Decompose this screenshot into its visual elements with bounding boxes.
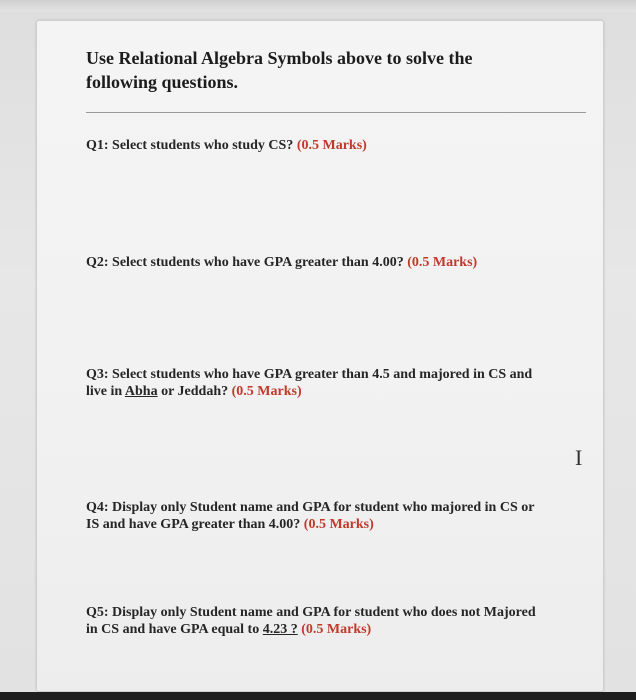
question-5-marks: (0.5 Marks) bbox=[301, 622, 372, 637]
question-1-text: Q1: Select students who study CS? bbox=[86, 138, 294, 153]
question-5-line-1: Q5: Display only Student name and GPA for student who does not Majored bbox=[86, 605, 536, 620]
question-3-underlined: Abha bbox=[124, 384, 158, 399]
question-3-line-2 bbox=[86, 383, 586, 400]
question-2-marks: (0.5 Marks) bbox=[407, 255, 478, 270]
question-2 bbox=[86, 254, 586, 271]
bottom-edge bbox=[0, 692, 636, 700]
top-edge bbox=[0, 0, 636, 12]
question-5 bbox=[86, 604, 586, 638]
question-3-line-2-pre: live in bbox=[86, 384, 125, 399]
question-3-marks: (0.5 Marks) bbox=[231, 384, 302, 399]
question-3 bbox=[86, 366, 586, 400]
text-cursor-icon: I bbox=[575, 445, 583, 470]
document-card bbox=[36, 20, 604, 692]
question-4 bbox=[86, 499, 586, 533]
heading-line-2: following questions. bbox=[86, 72, 239, 92]
question-4-marks: (0.5 Marks) bbox=[303, 517, 374, 532]
question-3-line-1: Q3: Select students who have GPA greater than 4.5 and majored in CS and bbox=[86, 367, 533, 382]
question-5-line-2-pre: in CS and have GPA equal to bbox=[86, 622, 263, 637]
question-5-line-2 bbox=[86, 621, 586, 638]
section-divider bbox=[86, 112, 586, 113]
heading-line-1: Use Relational Algebra Symbols above to solve the bbox=[86, 48, 473, 68]
question-3-line-2-post: or Jeddah? bbox=[157, 384, 229, 399]
question-1-marks: (0.5 Marks) bbox=[296, 138, 367, 153]
question-2-text: Q2: Select students who have GPA greater than 4.00? bbox=[86, 255, 404, 270]
question-4-line-2-text: IS and have GPA greater than 4.00? bbox=[86, 517, 301, 532]
instructions-heading bbox=[86, 46, 566, 94]
question-5-underlined: 4.23 ? bbox=[262, 622, 298, 637]
question-4-line-1: Q4: Display only Student name and GPA for student who majored in CS or bbox=[86, 500, 535, 515]
question-4-line-2 bbox=[86, 516, 586, 533]
question-1 bbox=[86, 137, 586, 154]
